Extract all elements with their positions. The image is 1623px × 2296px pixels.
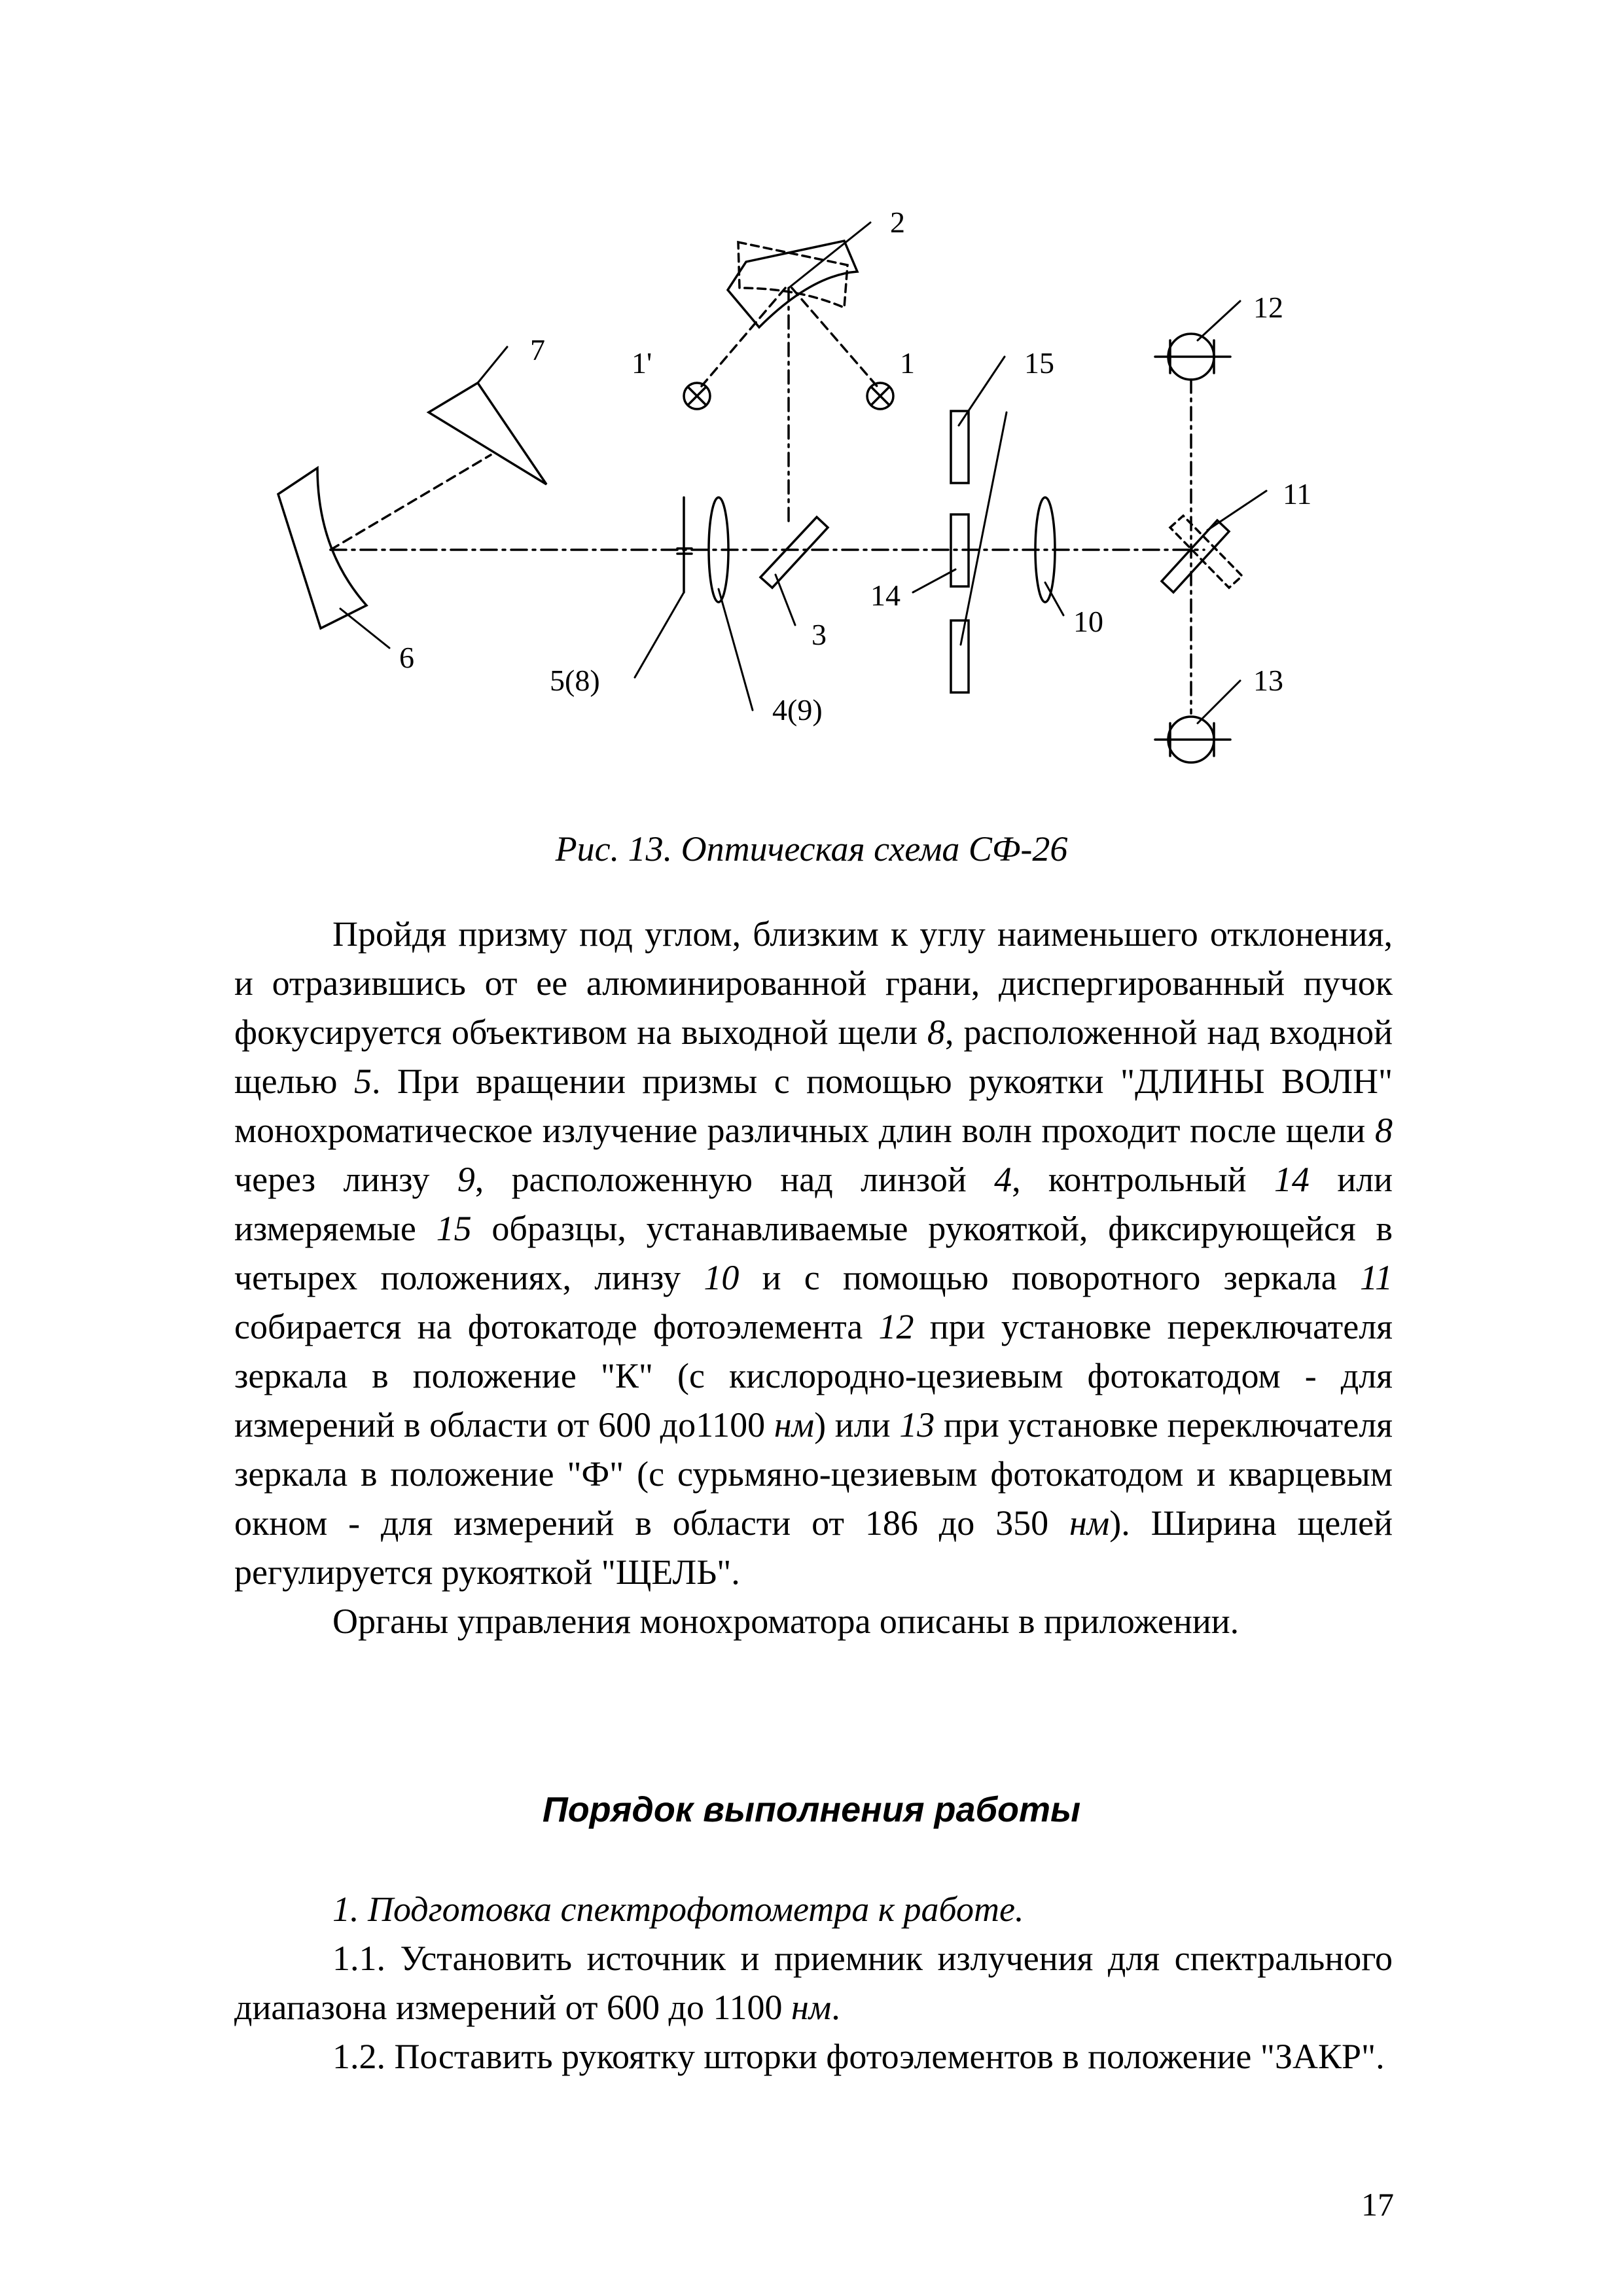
beam-to-lamp-1p xyxy=(702,288,785,386)
label-13: 13 xyxy=(1253,664,1283,697)
label-1: 1 xyxy=(900,346,915,380)
beam-to-prism-7 xyxy=(330,455,491,550)
sample-plate-top xyxy=(951,411,969,483)
section-heading: Порядок выполнения работы xyxy=(542,1790,1081,1829)
optical-scheme-diagram xyxy=(0,0,1623,785)
page-number: 17 xyxy=(1361,2186,1394,2223)
mirror-6 xyxy=(278,468,366,628)
item-1-1: 1.1. Установить источник и приемник излучения для спектрального диапазона измерений от 600 до 1100 нм. xyxy=(234,1939,1393,2027)
label-11: 11 xyxy=(1283,477,1312,511)
paragraph-2: Органы управления монохроматора описаны в приложении. xyxy=(332,1602,1240,1641)
procedure-text xyxy=(234,1885,1393,2081)
label-7: 7 xyxy=(530,333,545,367)
subheading: 1. Подготовка спектрофотометра к работе. xyxy=(332,1890,1024,1929)
label-1p: 1' xyxy=(632,346,652,380)
label-10: 10 xyxy=(1073,605,1103,638)
label-3: 3 xyxy=(812,618,827,651)
item-1-2: 1.2. Поставить рукоятку шторки фотоэлементов в положение "ЗАКР". xyxy=(332,2037,1385,2076)
body-text xyxy=(234,910,1393,1646)
figure-caption: Рис. 13. Оптическая схема СФ-26 xyxy=(555,829,1068,869)
label-15: 15 xyxy=(1024,346,1054,380)
label-4-9: 4(9) xyxy=(772,693,823,726)
label-12: 12 xyxy=(1253,291,1283,324)
label-5-8: 5(8) xyxy=(550,664,600,697)
label-14: 14 xyxy=(870,579,901,612)
label-6: 6 xyxy=(399,641,414,674)
mirror-11-dashed xyxy=(1170,516,1242,588)
paragraph-1: Пройдя призму под углом, близким к углу наименьшего отклонения, и отразившись от ее алюминированной грани, диспергированный пучок фокусируется объективом на выходной щели 8, расположенной над входной щелью 5. При вращении призмы с помощью рукоятки "ДЛИНЫ ВОЛН" монохроматическое излучение различных длин волн проходит после щели 8 через линзу 9, расположенную над линзой 4, контрольный 14 или измеряемые 15 образцы, устанавливаемые рукояткой, фиксирующейся в четырех положениях, линзу 10 и с помощью поворотного зеркала 11 собирается на фотокатоде фотоэлемента 12 при установке переключателя зеркала в положение "К" (с кислородно-цезиевым фотокатодом - для измерений в области от 600 до1100 нм) или 13 при установке переключателя зеркала в положение "Ф" (с сурьмяно-цезиевым фотокатодом и кварцевым окном - для измерений в области от 186 до 350 нм). Ширина щелей регулируется рукояткой "ЩЕЛЬ". xyxy=(234,914,1393,1592)
mirror-11 xyxy=(1162,520,1229,592)
mirror-3 xyxy=(760,517,828,588)
sample-plate-bottom xyxy=(951,620,969,692)
prism-7 xyxy=(429,383,546,484)
label-2: 2 xyxy=(890,206,905,239)
